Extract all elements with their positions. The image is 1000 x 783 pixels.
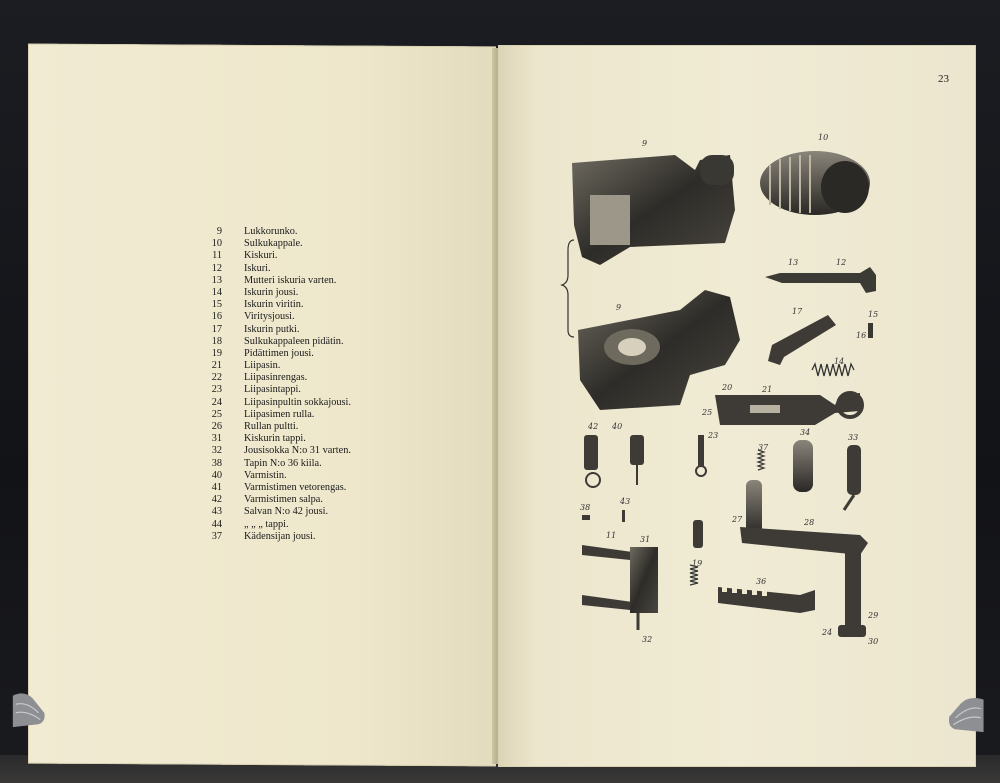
figure-label: 17 [792, 307, 803, 316]
part-15-16 [868, 323, 873, 338]
figure-label: 10 [818, 133, 829, 142]
figure-label: 21 [762, 385, 773, 394]
part-name: Liipasinpultin sokkajousi. [244, 396, 351, 408]
part-small-pin [693, 520, 703, 548]
figure-label: 34 [800, 428, 811, 437]
left-page-clip [0, 690, 60, 730]
parts-illustration-plate [560, 125, 890, 655]
figure-label: 36 [756, 577, 767, 586]
part-number: 25 [211, 408, 222, 420]
part-12-13-firing-pin [765, 267, 876, 293]
part-name: Iskurin jousi. [244, 286, 299, 298]
part-21-trigger [715, 393, 862, 425]
figure-label: 32 [642, 635, 653, 644]
figure-label: 24 [822, 628, 833, 637]
part-number: 14 [211, 286, 222, 298]
part-name: Liipasinrengas. [244, 372, 308, 384]
bracket [562, 240, 574, 337]
figure-label: 9 [642, 139, 648, 148]
part-name: „ „ „ tappi. [244, 518, 289, 530]
part-number: 17 [211, 323, 222, 335]
part-name: Jousisokka N:o 31 varten. [244, 445, 351, 457]
figure-label: 42 [588, 422, 599, 431]
part-number: 23 [211, 384, 222, 396]
part-name: Viritysjousi. [244, 311, 295, 323]
page-number: 23 [938, 73, 949, 85]
part-name: Liipasimen rulla. [244, 408, 315, 420]
part-name: Pidättimen jousi. [244, 347, 314, 359]
part-number: 11 [212, 250, 222, 262]
part-number: 12 [211, 262, 222, 274]
part-name: Rullan pultti. [244, 421, 299, 432]
part-name: Kiskuri. [244, 250, 278, 262]
part-name: Varmistimen salpa. [244, 494, 323, 506]
part-37-spring [758, 450, 764, 470]
figure-label: 23 [708, 431, 719, 440]
part-36-rack [718, 587, 815, 613]
figure-label: 16 [856, 331, 867, 340]
part-number: 40 [211, 469, 222, 481]
figure-label: 11 [606, 531, 617, 540]
part-40-42-safety [584, 435, 644, 487]
figure-label: 29 [868, 611, 879, 620]
figure-label: 13 [788, 258, 799, 267]
figure-label: 9 [616, 303, 622, 312]
part-number: 22 [211, 372, 222, 384]
part-number: 21 [211, 360, 222, 372]
part-name: Kädensijan jousi. [244, 530, 316, 542]
part-14-spring [812, 364, 854, 376]
part-9-receiver-top [572, 155, 735, 265]
part-17-tube [768, 315, 836, 365]
part-name: Mutteri iskuria varten. [244, 274, 337, 286]
figure-label: 38 [580, 503, 591, 512]
figure-label: 14 [834, 357, 845, 366]
part-34 [793, 440, 813, 492]
part-number: 31 [211, 433, 222, 445]
part-name: Iskuri. [244, 262, 271, 274]
part-number: 24 [211, 396, 222, 408]
part-number: 16 [211, 311, 222, 323]
part-number: 41 [211, 481, 222, 493]
part-name: Liipasintappi. [244, 384, 301, 396]
figure-label: 37 [758, 443, 769, 452]
part-name: Varmistimen vetorengas. [244, 481, 347, 493]
figure-label: 31 [640, 535, 651, 544]
figure-label: 40 [612, 422, 623, 431]
part-11-extractor [582, 545, 658, 630]
part-name: Tapin N:o 36 kiila. [244, 457, 322, 469]
right-page-clip [935, 695, 995, 735]
figure-label: 19 [692, 559, 703, 568]
part-name: Kiskurin tappi. [244, 433, 306, 445]
part-19-spring [690, 565, 698, 585]
part-number: 37 [211, 530, 222, 542]
part-number: 44 [211, 518, 222, 530]
part-10-bolt [760, 151, 870, 215]
part-number: 42 [211, 494, 222, 506]
figure-label: 28 [804, 518, 815, 527]
part-number: 18 [211, 335, 222, 347]
part-name: Salvan N:o 42 jousi. [244, 506, 329, 518]
part-name: Liipasin. [244, 360, 281, 372]
part-38 [582, 515, 590, 520]
part-number: 26 [211, 421, 222, 432]
part-name: Iskurin putki. [244, 323, 300, 335]
part-number: 43 [211, 506, 222, 518]
part-23-pin [696, 435, 706, 476]
part-number: 15 [211, 299, 222, 311]
figure-label: 25 [702, 408, 713, 417]
part-name: Varmistin. [244, 469, 287, 481]
part-name: Lukkorunko. [244, 226, 298, 237]
figure-label: 20 [722, 383, 733, 392]
figure-label: 12 [836, 258, 847, 267]
figure-label: 15 [868, 310, 879, 319]
part-43 [622, 510, 625, 522]
part-number: 38 [211, 457, 222, 469]
part-9-receiver-bottom [578, 290, 740, 410]
part-33 [844, 445, 861, 510]
part-number: 10 [211, 238, 222, 250]
figure-label: 43 [620, 497, 631, 506]
part-name: Sulkukappaleen pidätin. [244, 335, 344, 347]
part-name: Iskurin viritin. [244, 299, 304, 311]
part-number: 32 [211, 445, 222, 457]
figure-label: 33 [848, 433, 859, 442]
part-number: 9 [216, 226, 222, 237]
figure-label: 30 [868, 637, 879, 646]
part-number: 19 [211, 347, 222, 359]
part-number: 13 [211, 274, 222, 286]
part-name: Sulkukappale. [244, 238, 303, 250]
figure-label: 27 [732, 515, 743, 524]
